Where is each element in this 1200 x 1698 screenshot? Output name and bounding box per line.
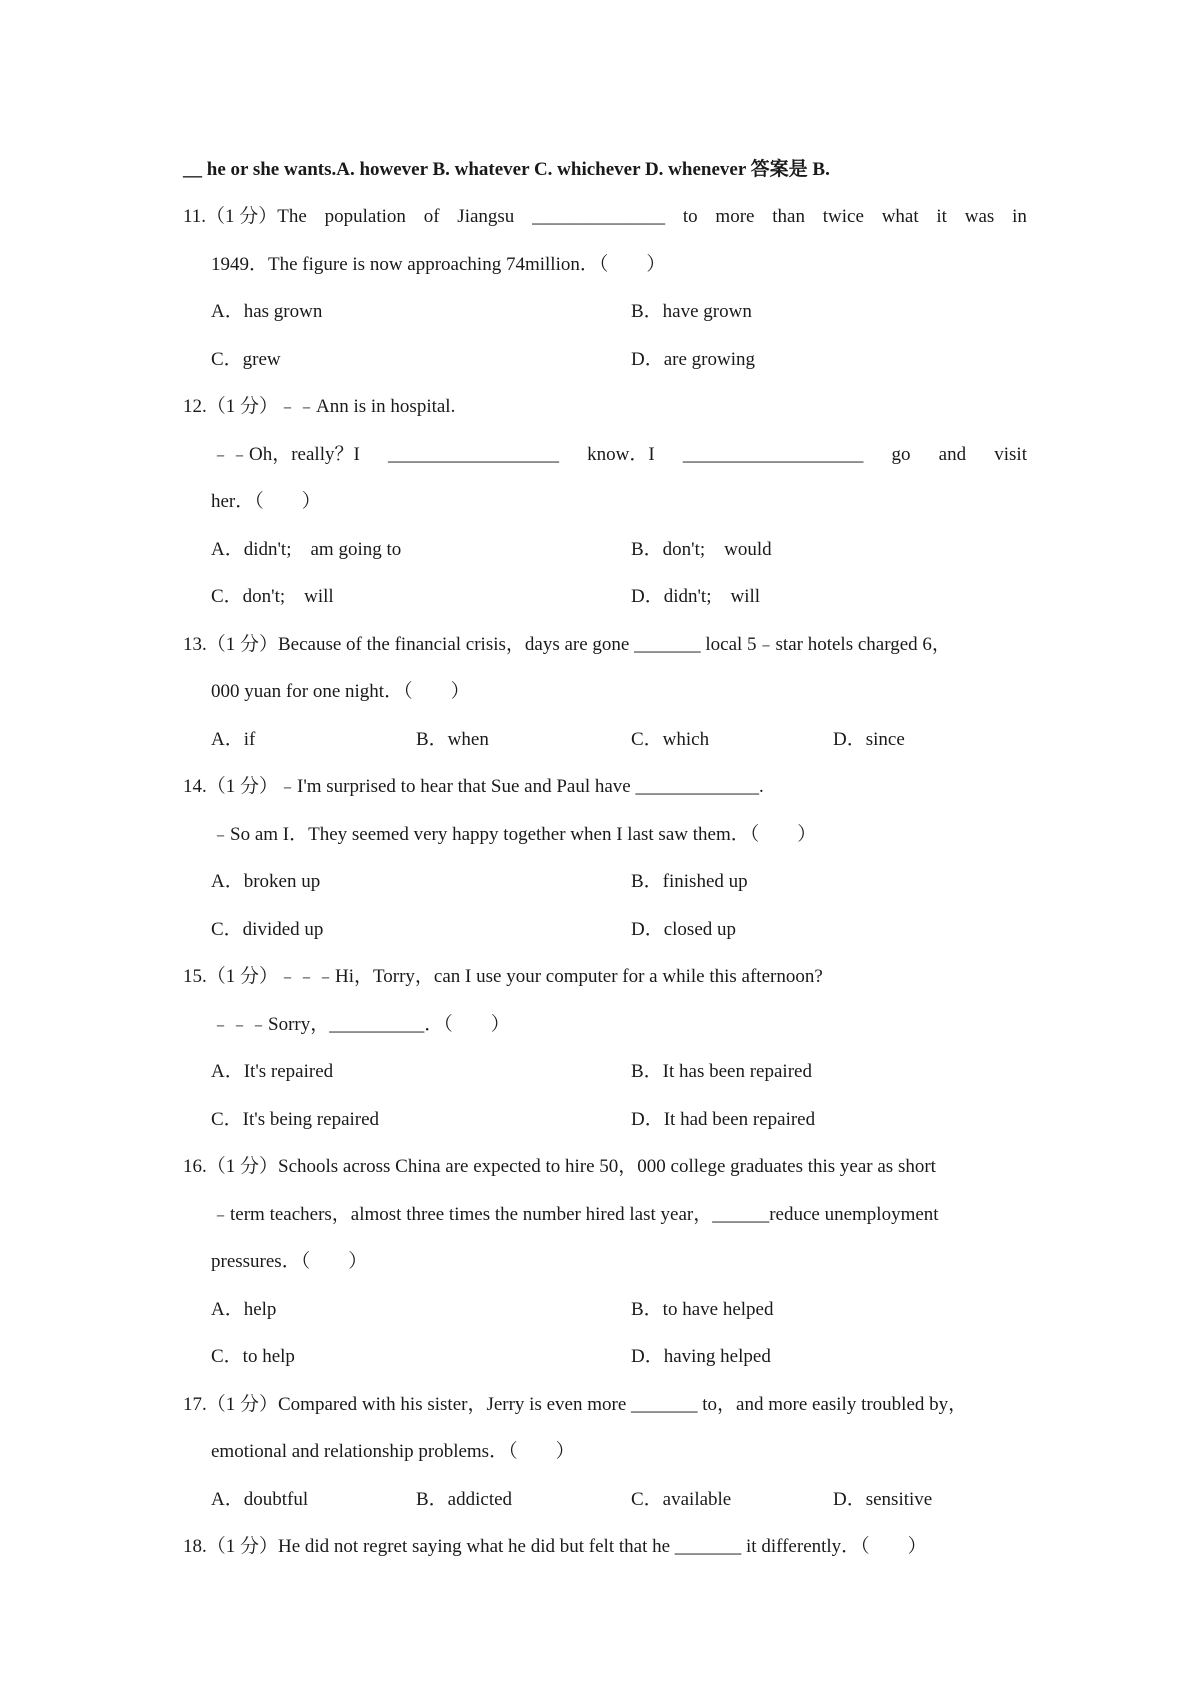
word: than [772, 206, 805, 227]
q16-option-a: A．help [211, 1299, 277, 1320]
q17-stem-line1: 17.（1 分）Compared with his sister，Jerry is even more _______ to，and more easily troubled by， [183, 1394, 968, 1415]
q17-option-a: A．doubtful [211, 1489, 309, 1510]
q13-option-b: B．when [416, 729, 489, 750]
word: ﹣﹣Oh，really？I [211, 444, 360, 465]
q15-option-d: D．It had been repaired [631, 1109, 816, 1130]
q15-option-c: C．It's being repaired [211, 1109, 380, 1130]
q14-stem-line1: 14.（1 分）﹣I'm surprised to hear that Sue and Paul have _____________. [183, 776, 764, 797]
q14-option-a: A．broken up [211, 871, 321, 892]
word: it [936, 206, 947, 227]
q13-stem-line2: 000 yuan for one night．（ ） [211, 681, 470, 702]
word: population [324, 206, 406, 227]
q16-stem-line3: pressures．（ ） [211, 1251, 368, 1272]
q12-option-b: B．don't; would [631, 539, 772, 560]
q15-stem-line2: ﹣﹣﹣Sorry，__________．（ ） [211, 1014, 510, 1035]
q13-option-c: C．which [631, 729, 710, 750]
q18-stem-line1: 18.（1 分）He did not regret saying what he did but felt that he _______ it differently．（ ） [183, 1536, 927, 1557]
q12-option-d: D．didn't; will [631, 586, 761, 607]
word: 11.（1 分）The [183, 206, 307, 227]
q11-option-d: D．are growing [631, 349, 755, 370]
intro-answer-line: __ he or she wants.A. however B. whatever C. whichever D. whenever 答案是 B. [183, 159, 830, 180]
answer-blank: __________________ [387, 444, 559, 465]
q16-option-b: B．to have helped [631, 1299, 774, 1320]
q13-option-d: D．since [833, 729, 905, 750]
q16-option-c: C．to help [211, 1346, 295, 1367]
q12-stem-line1: 12.（1 分）﹣﹣Ann is in hospital. [183, 396, 456, 417]
q17-option-c: C．available [631, 1489, 732, 1510]
q11-option-b: B．have grown [631, 301, 752, 322]
q16-stem-line1: 16.（1 分）Schools across China are expected to hire 50，000 college graduates this year as short [183, 1156, 936, 1177]
q11-option-c: C．grew [211, 349, 281, 370]
word: visit [994, 444, 1027, 465]
q14-option-d: D．closed up [631, 919, 737, 940]
q12-stem-line2 [211, 443, 1027, 467]
q17-stem-line2: emotional and relationship problems．（ ） [211, 1441, 575, 1462]
q12-option-c: C．don't; will [211, 586, 334, 607]
q17-option-b: B．addicted [416, 1489, 513, 1510]
word: what [881, 206, 919, 227]
word: Jiangsu [457, 206, 515, 227]
q14-option-c: C．divided up [211, 919, 324, 940]
word: and [938, 444, 967, 465]
word: was [964, 206, 995, 227]
word: twice [822, 206, 864, 227]
word: know．I [587, 444, 655, 465]
q11-stem-line2: 1949．The figure is now approaching 74million．（ ） [211, 254, 666, 275]
q15-stem-line1: 15.（1 分）﹣﹣﹣Hi，Torry，can I use your computer for a while this afternoon? [183, 966, 823, 987]
q17-option-d: D．sensitive [833, 1489, 933, 1510]
q14-stem-line2: ﹣So am I．They seemed very happy together when I last saw them．（ ） [211, 824, 817, 845]
q15-option-b: B．It has been repaired [631, 1061, 812, 1082]
q12-option-a: A．didn't; am going to [211, 539, 402, 560]
q12-stem-line3: her．（ ） [211, 491, 321, 512]
q11-option-a: A．has grown [211, 301, 323, 322]
word: more [715, 206, 755, 227]
q15-option-a: A．It's repaired [211, 1061, 334, 1082]
word: go [891, 444, 911, 465]
q16-stem-line2: ﹣term teachers，almost three times the number hired last year，______reduce unemployment [211, 1204, 939, 1225]
q14-option-b: B．finished up [631, 871, 748, 892]
q13-option-a: A．if [211, 729, 256, 750]
q13-stem-line1: 13.（1 分）Because of the financial crisis，days are gone _______ local 5﹣star hotels charged 6， [183, 634, 951, 655]
answer-blank: ___________________ [682, 444, 864, 465]
q11-stem-line1 [183, 205, 1027, 229]
word: to [682, 206, 698, 227]
answer-blank: ______________ [532, 206, 666, 227]
word: in [1012, 206, 1027, 227]
word: of [423, 206, 440, 227]
q16-option-d: D．having helped [631, 1346, 771, 1367]
